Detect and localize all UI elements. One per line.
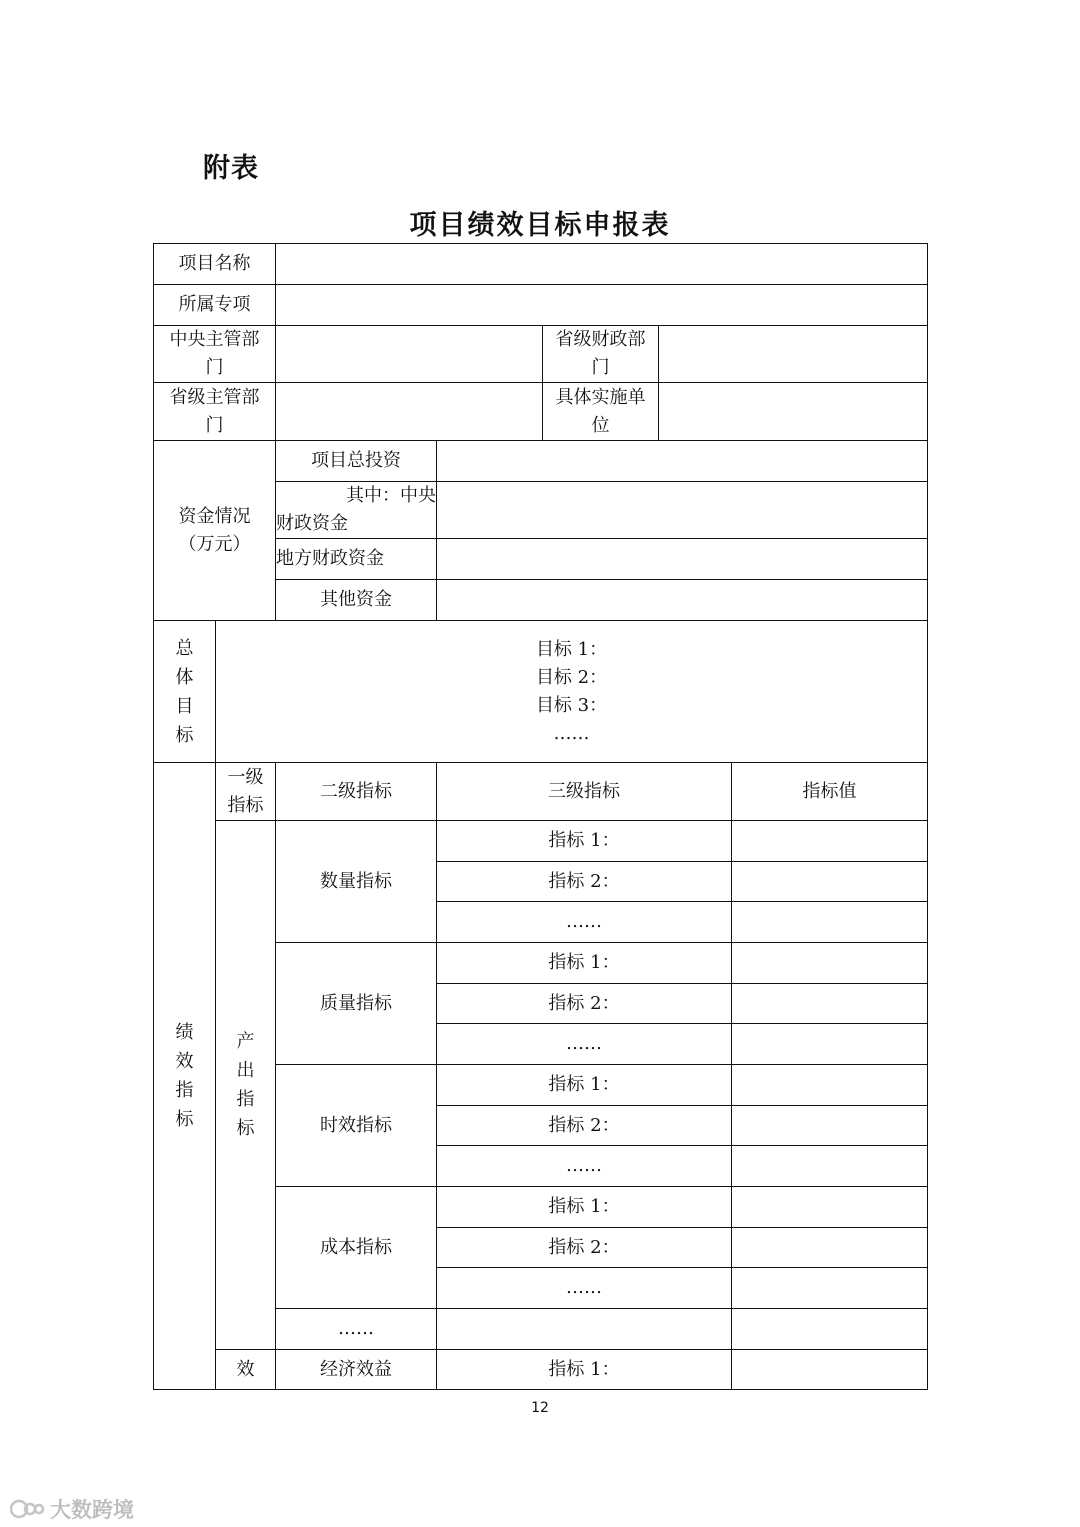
- level3-header: 三级指标: [437, 763, 732, 821]
- watermark-logo-icon: [10, 1497, 46, 1521]
- prov-dept-label: 省级主管部 门: [154, 383, 276, 441]
- table-row: [154, 821, 928, 862]
- output-indicator-label: 产 出 指 标: [216, 821, 276, 1350]
- indicator-value-cell[interactable]: [732, 1187, 928, 1228]
- prov-dept-value[interactable]: [276, 383, 543, 441]
- page-number: 12: [531, 1400, 549, 1416]
- goal-item: 目标 1：: [535, 638, 608, 660]
- overall-goal-label: 总 体 目 标: [154, 621, 216, 763]
- effect-indicator-label: 效: [216, 1350, 276, 1390]
- funds-central-value[interactable]: [437, 482, 928, 539]
- overall-goal-list[interactable]: [216, 621, 928, 763]
- funds-local-value[interactable]: [437, 539, 928, 580]
- indicator-item[interactable]: 指标 2：: [437, 862, 732, 902]
- indicator-item[interactable]: ……: [437, 902, 732, 943]
- indicator-value-cell[interactable]: [732, 984, 928, 1024]
- watermark-text: 大数跨境: [50, 1498, 134, 1522]
- impl-unit-label: 具体实施单 位: [543, 383, 659, 441]
- more-indicators-label: ……: [276, 1309, 437, 1350]
- special-item-value[interactable]: [276, 285, 928, 326]
- indicator-value-cell[interactable]: [732, 1146, 928, 1187]
- indicator-value-cell[interactable]: [732, 1228, 928, 1268]
- level2-header: 二级指标: [276, 763, 437, 821]
- funds-central-label: 其中：中央 财政资金: [276, 482, 437, 539]
- indicator-item[interactable]: 指标 1：: [437, 1065, 732, 1106]
- quality-indicator-label: 质量指标: [276, 943, 437, 1065]
- row-central-dept: [154, 326, 928, 383]
- row-overall-goals: [154, 621, 928, 763]
- row-indicator-header: [154, 763, 928, 821]
- indicator-value-cell[interactable]: [732, 862, 928, 902]
- project-name-label: 项目名称: [154, 244, 276, 285]
- row-funds-total: [154, 441, 928, 482]
- table-row: [154, 1350, 928, 1390]
- performance-indicator-label: 绩 效 指 标: [154, 763, 216, 1390]
- funds-total-label: 项目总投资: [276, 441, 437, 482]
- form-title: 项目绩效目标申报表: [409, 210, 671, 241]
- central-dept-value[interactable]: [276, 326, 543, 383]
- indicator-value-cell[interactable]: [732, 1065, 928, 1106]
- indicator-item[interactable]: 指标 2：: [437, 1106, 732, 1146]
- indicator-item[interactable]: [437, 1309, 732, 1350]
- funds-total-value[interactable]: [437, 441, 928, 482]
- indicator-item[interactable]: 指标 1：: [437, 821, 732, 862]
- indicator-item[interactable]: ……: [437, 1268, 732, 1309]
- indicator-item[interactable]: 指标 1：: [437, 1187, 732, 1228]
- quantity-indicator-label: 数量指标: [276, 821, 437, 943]
- goal-item: 目标 3：: [535, 694, 608, 716]
- indicator-value-cell[interactable]: [732, 821, 928, 862]
- row-project-name: [154, 244, 928, 285]
- prov-finance-dept-label: 省级财政部 门: [543, 326, 659, 383]
- indicator-item[interactable]: 指标 1：: [437, 943, 732, 984]
- level1-header: 一级 指标: [216, 763, 276, 821]
- goal-item: ……: [553, 722, 590, 744]
- appendix-label: 附表: [203, 153, 259, 184]
- row-special-item: [154, 285, 928, 326]
- indicator-value-cell[interactable]: [732, 1024, 928, 1065]
- funds-local-label: 地方财政资金: [276, 539, 437, 580]
- prov-finance-dept-value[interactable]: [659, 326, 928, 383]
- central-dept-label: 中央主管部 门: [154, 326, 276, 383]
- indicator-value-cell[interactable]: [732, 1106, 928, 1146]
- watermark: [10, 1494, 134, 1524]
- performance-target-form: [153, 243, 928, 1390]
- indicator-item[interactable]: 指标 2：: [437, 1228, 732, 1268]
- funds-other-label: 其他资金: [276, 580, 437, 621]
- funds-other-value[interactable]: [437, 580, 928, 621]
- row-prov-dept: [154, 383, 928, 441]
- indicator-value-cell[interactable]: [732, 943, 928, 984]
- indicator-item[interactable]: 指标 1：: [437, 1350, 732, 1390]
- indicator-value-header: 指标值: [732, 763, 928, 821]
- indicator-item[interactable]: ……: [437, 1024, 732, 1065]
- indicator-value-cell[interactable]: [732, 1350, 928, 1390]
- cost-indicator-label: 成本指标: [276, 1187, 437, 1309]
- impl-unit-value[interactable]: [659, 383, 928, 441]
- indicator-item[interactable]: ……: [437, 1146, 732, 1187]
- indicator-value-cell[interactable]: [732, 1268, 928, 1309]
- indicator-value-cell[interactable]: [732, 902, 928, 943]
- timeliness-indicator-label: 时效指标: [276, 1065, 437, 1187]
- economic-benefit-label: 经济效益: [276, 1350, 437, 1390]
- special-item-label: 所属专项: [154, 285, 276, 326]
- funds-label: 资金情况 （万元）: [154, 441, 276, 621]
- goal-item: 目标 2：: [535, 666, 608, 688]
- indicator-value-cell[interactable]: [732, 1309, 928, 1350]
- project-name-value[interactable]: [276, 244, 928, 285]
- indicator-item[interactable]: 指标 2：: [437, 984, 732, 1024]
